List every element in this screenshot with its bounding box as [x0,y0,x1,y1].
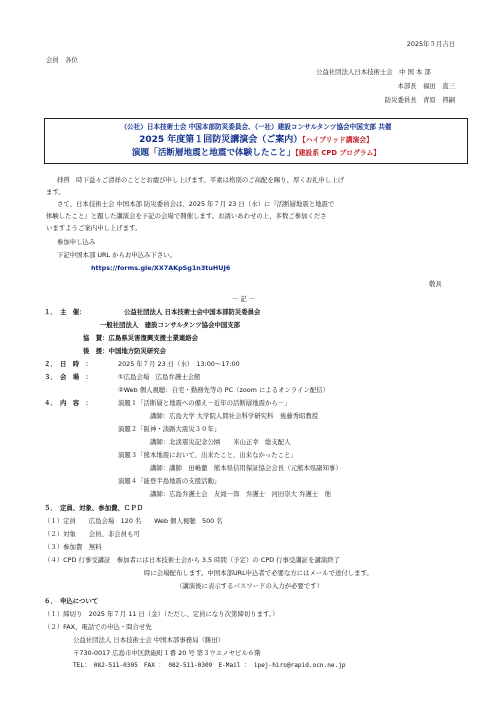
content-label: ４． 内 容 ： [44,399,92,407]
banner-title: 2025 年度第１回防災講演会（ご案内）【ハイブリッド講演会】 [139,134,373,145]
url-instruction: 下記中国本部 URL からお申込み下さい。 [57,251,176,259]
capacity: （１）定員 広島会場 120 名 Web 個人視聴 500 名 [44,517,223,525]
date-line: 2025年５月吉日 [406,40,455,48]
intro-line2: 体験したこと』と題した講演会を下記の会場で開催します。お誘いあわせの上、多数ご参加くださ [46,212,327,220]
lecture-2-title: 演題２「阪神・淡路大震災３０年」 [118,425,221,433]
application-url-link[interactable]: https://forms.gle/XX7AKpSg1n3tuHUJ6 [91,264,231,272]
intro-line3: いますようご案内申し上げます。 [46,224,142,232]
lecture-4-speaker: 講師：広島弁護士会 友滝一郎 弁護士 河田崇大 弁護士 他 [150,490,331,498]
cpd-line3: （講演後に表示するパスワードの入力が必要です） [176,582,323,590]
lecture-1-title: 演題１「活断層と地震への備え－近年の活断層地震から－」 [118,399,291,407]
lecture-4-title: 演題４「能登半島地震の支援活動」 [118,477,221,485]
target: （２）対象 会員、非会員も可 [44,530,140,538]
banner-lecture-title: 演題「活断層地震と地震で体験したこと」【建設系 CPD プログラム】 [131,148,381,159]
contact-phone-email: TEL： 082-511-0305 FAX ： 082-511-0309 E-Mail ： ipej-hiro@rapid.ocn.ne.jp [73,662,346,669]
join-label: 参加申し込み [57,238,96,246]
datetime-label: ２． 日 時 ： [44,360,92,368]
greeting-line2: ます。 [46,188,65,196]
sponsor: 協 賛：広島県災害復興支援士業連絡会 [83,334,199,342]
sender-org: 公益社団法人日本技術士会 中 国 本 部 [316,68,431,76]
venue-label: ３． 会 場 ： [44,373,92,381]
sender-committee: 防災委員長 青原 啓嗣 [384,96,455,104]
addressee: 会員 各位 [46,56,78,64]
contact-address: 〒730-0017 広島市中区鉄砲町１番 20 号 第３ウエノヤビル６階 [73,649,261,657]
cpd-line2: 時に会場配布します。中国本部URL申込者で必要な方にはメールで送付します。 [144,569,373,577]
support: 後 援：中国地方防災研究会 [83,347,167,355]
kiki-marker: － 記 － [232,295,256,303]
closing: 敬具 [429,280,442,288]
contact-label: （２）FAX、電話での申込・問合せ先 [44,623,152,631]
fee: （３）参加費 無料 [44,543,102,551]
event-banner [44,118,468,164]
venue-2: ②Web 個人視聴：自宅・勤務先等の PC（zoom によるオンライン配信） [118,386,330,394]
intro-line1: さて、日本技術士会 中国本部 防災委員会は、2025 年７月 23 日（水）に『活断層地震と地震で [57,200,335,208]
contact-org: 公益社団法人 日本技術士会 中国本部事務局（勝田） [73,636,225,644]
deadline: （１）締切り 2025 年７月 11 日（金）（ただし、定員になり次第締切ります。） [44,610,279,618]
fee-header: ５． 定員、対象、参加費、ＣＰＤ [44,504,144,512]
apply-header: ６． 申込について [44,597,99,605]
sender-head: 本部長 福田 直三 [397,82,455,90]
banner-cohost: （公社）日本技術士会 中国本部防災委員会、（一社）建設コンサルタンツ協会中国支部 共催 [120,123,392,131]
cpd-line1: （４）CPD 行事受講証 参加者には日本技術士会から 3.5 時間（予定）の CPD 行事受講証を講演終了 [44,556,341,564]
organizer-1: 公益社団法人 日本技術士会中国本部防災委員会 [124,308,261,316]
lecture-3-speaker: 講師：講師 田嶋徹 熊本県信用保証協会会長（元熊本県副知事） [150,464,342,472]
lecture-3-title: 演題３「熊本地震において、出来たこと、出来なかったこと」 [118,451,297,459]
greeting-line1: 拝啓 時下益々ご清祥のこととお慶び申し上げます。平素は格別のご高配を賜り、厚くお礼申し上げ [57,176,345,184]
organizer-2: 一般社団法人 建設コンサルタンツ協会中国支部 [100,321,241,329]
lecture-1-speaker: 講師：広島大学 大学院人間社会科学研究科 後藤秀昭教授 [150,412,319,420]
datetime: 2025 年７月 23 日（水） 13:00～17:00 [118,360,240,368]
organizer-label: １． 主 催： [44,308,86,316]
lecture-2-speaker: 講師：北淡震災記念公園 米山正幸 総支配人 [150,438,291,446]
venue-1: ①広島会場 広島弁護士会館 [118,373,201,381]
